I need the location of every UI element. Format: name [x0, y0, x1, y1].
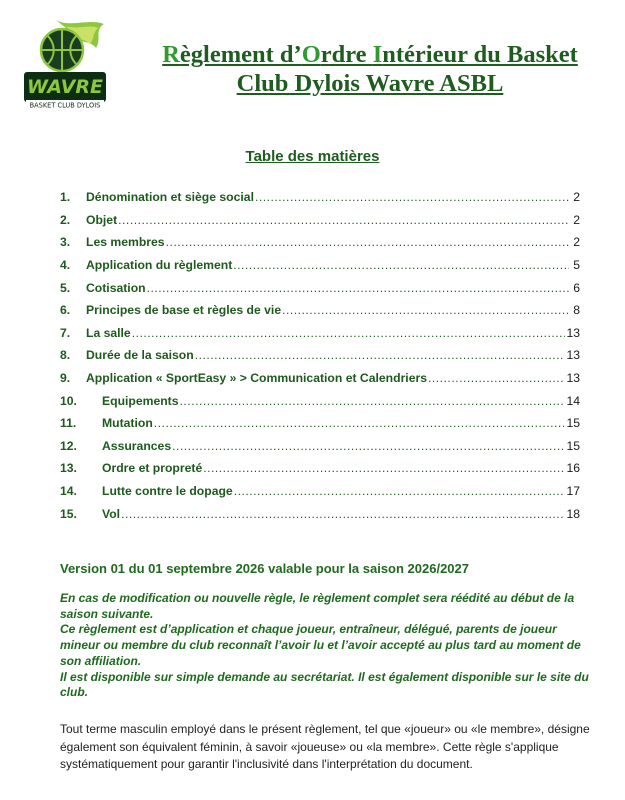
toc-entry-number: 9. [60, 371, 71, 386]
toc-entry-label: Les membres [86, 235, 165, 250]
toc-entry[interactable] [60, 480, 580, 503]
toc-entry-label: Application du règlement [86, 258, 233, 273]
toc-entry-page: 16 [566, 461, 580, 476]
toc-entry-label: Objet [86, 212, 118, 227]
toc-entry-page: 15 [566, 416, 580, 431]
toc-entry-page: 2 [573, 212, 580, 227]
toc-entry-number: 10. [60, 393, 77, 408]
inclusivity-note [60, 721, 590, 774]
title-line-2: Club Dylois Wavre ASBL [236, 70, 504, 97]
toc-dot-leader [234, 484, 566, 498]
notice-line-2: Ce règlement est d’application et chaque joueur, entraîneur, délégué, parents de joueur mineur ou membre du club reconnaît l’avoir lu et l’avoir accepté au plus tard au moment de son affiliation. [60, 622, 581, 668]
toc-entry-page: 13 [566, 371, 580, 386]
toc-entry[interactable] [60, 457, 580, 480]
toc-dot-leader [132, 326, 566, 340]
toc-entry-page: 18 [566, 506, 580, 521]
toc-entry-label: Ordre et propreté [102, 461, 203, 476]
toc-dot-leader [255, 190, 569, 204]
toc-entry-label: Lutte contre le dopage [102, 484, 233, 499]
toc-entry[interactable] [60, 412, 580, 435]
toc-entry-label: Vol [102, 506, 121, 521]
toc-heading: Table des matières [245, 148, 380, 165]
toc-entry-number: 3. [60, 235, 71, 250]
basketball-flame-logo [18, 14, 112, 110]
notice-line-1: En cas de modification ou nouvelle règle, le règlement complet sera réédité au début de la saison suivante. [60, 591, 575, 621]
toc-entry-number: 15. [60, 506, 77, 521]
title-capital: I [372, 41, 383, 68]
toc-entry-number: 1. [60, 190, 71, 205]
toc-entry-number: 8. [60, 348, 71, 363]
toc-entry-number: 6. [60, 303, 71, 318]
toc-entry-number: 2. [60, 212, 71, 227]
toc-entry-page: 14 [566, 393, 580, 408]
toc-dot-leader [118, 213, 569, 227]
notice-line-3: Il est disponible sur simple demande au secrétariat. Il est également disponible sur le site du club. [60, 669, 589, 700]
toc-entry-page: 17 [566, 484, 580, 499]
toc-entry[interactable] [60, 299, 580, 322]
toc-entry-label: Dénomination et siège social [86, 190, 254, 205]
toc-dot-leader [282, 303, 569, 317]
toc-entry-label: La salle [86, 325, 131, 340]
toc-entry[interactable] [60, 322, 580, 345]
toc-dot-leader [180, 394, 566, 408]
toc-entry-page: 13 [566, 325, 580, 340]
toc-entry-page: 15 [566, 438, 580, 453]
toc-entry-page: 8 [573, 303, 580, 318]
toc-entry-page: 5 [573, 258, 580, 273]
toc-entry-label: Principes de base et règles de vie [86, 303, 282, 318]
toc-entry-number: 7. [60, 325, 71, 340]
toc-entry-number: 14. [60, 484, 77, 499]
toc-entry[interactable] [60, 435, 580, 458]
toc-dot-leader [233, 258, 569, 272]
toc-entry[interactable] [60, 502, 580, 525]
toc-entry[interactable] [60, 186, 580, 209]
toc-entry-number: 5. [60, 280, 71, 295]
toc-dot-leader [172, 439, 565, 453]
club-logo [18, 14, 112, 110]
toc-dot-leader [203, 461, 565, 475]
document-title [120, 40, 620, 98]
title-text: ntérieur du Basket [382, 41, 578, 68]
toc-dot-leader [166, 235, 569, 249]
toc-dot-leader [154, 416, 566, 430]
toc-entry[interactable] [60, 209, 580, 232]
title-text: rdre [320, 41, 373, 68]
toc-entry-number: 4. [60, 258, 71, 273]
logo-subtext: BASKET CLUB DYLOIS [29, 101, 101, 110]
title-line-1 [120, 40, 620, 69]
toc-entry-page: 13 [566, 348, 580, 363]
toc-entry-page: 2 [573, 190, 580, 205]
toc-dot-leader [428, 371, 565, 385]
toc-entry-label: Durée de la saison [86, 348, 194, 363]
title-text: èglement d’ [179, 41, 302, 68]
toc-dot-leader [147, 281, 569, 295]
title-capital: O [301, 41, 321, 68]
inclusivity-text: Tout terme masculin employé dans le présent règlement, tel que «joueur» ou «le membre», désigne également son équivalent féminin, à savoir «joueuse» ou «la membre». Cette règle s'applique systématiquement pour garantir l'inclusivité dans l'interprétation du document. [60, 722, 590, 771]
toc-entry-page: 6 [573, 280, 580, 295]
toc-entry-page: 2 [573, 235, 580, 250]
toc-dot-leader [121, 507, 565, 521]
toc-entry-number: 13. [60, 461, 77, 476]
italic-notice [60, 591, 590, 701]
toc-entry-label: Mutation [102, 416, 153, 431]
logo-text: WAVRE [26, 76, 104, 98]
table-of-contents [60, 186, 580, 525]
toc-entry-number: 12. [60, 438, 77, 453]
toc-entry-label: Cotisation [86, 280, 146, 295]
toc-entry-label: Assurances [102, 438, 172, 453]
toc-dot-leader [195, 348, 566, 362]
toc-entry-number: 11. [60, 416, 77, 431]
toc-entry[interactable] [60, 254, 580, 277]
toc-entry[interactable] [60, 367, 580, 390]
toc-entry[interactable] [60, 389, 580, 412]
toc-entry-label: Equipements [102, 393, 179, 408]
toc-entry[interactable] [60, 344, 580, 367]
version-line: Version 01 du 01 septembre 2026 valable pour la saison 2026/2027 [60, 561, 469, 576]
title-capital: R [162, 41, 180, 68]
toc-entry[interactable] [60, 231, 580, 254]
toc-entry[interactable] [60, 276, 580, 299]
toc-entry-label: Application « SportEasy » > Communication et Calendriers [86, 371, 427, 386]
